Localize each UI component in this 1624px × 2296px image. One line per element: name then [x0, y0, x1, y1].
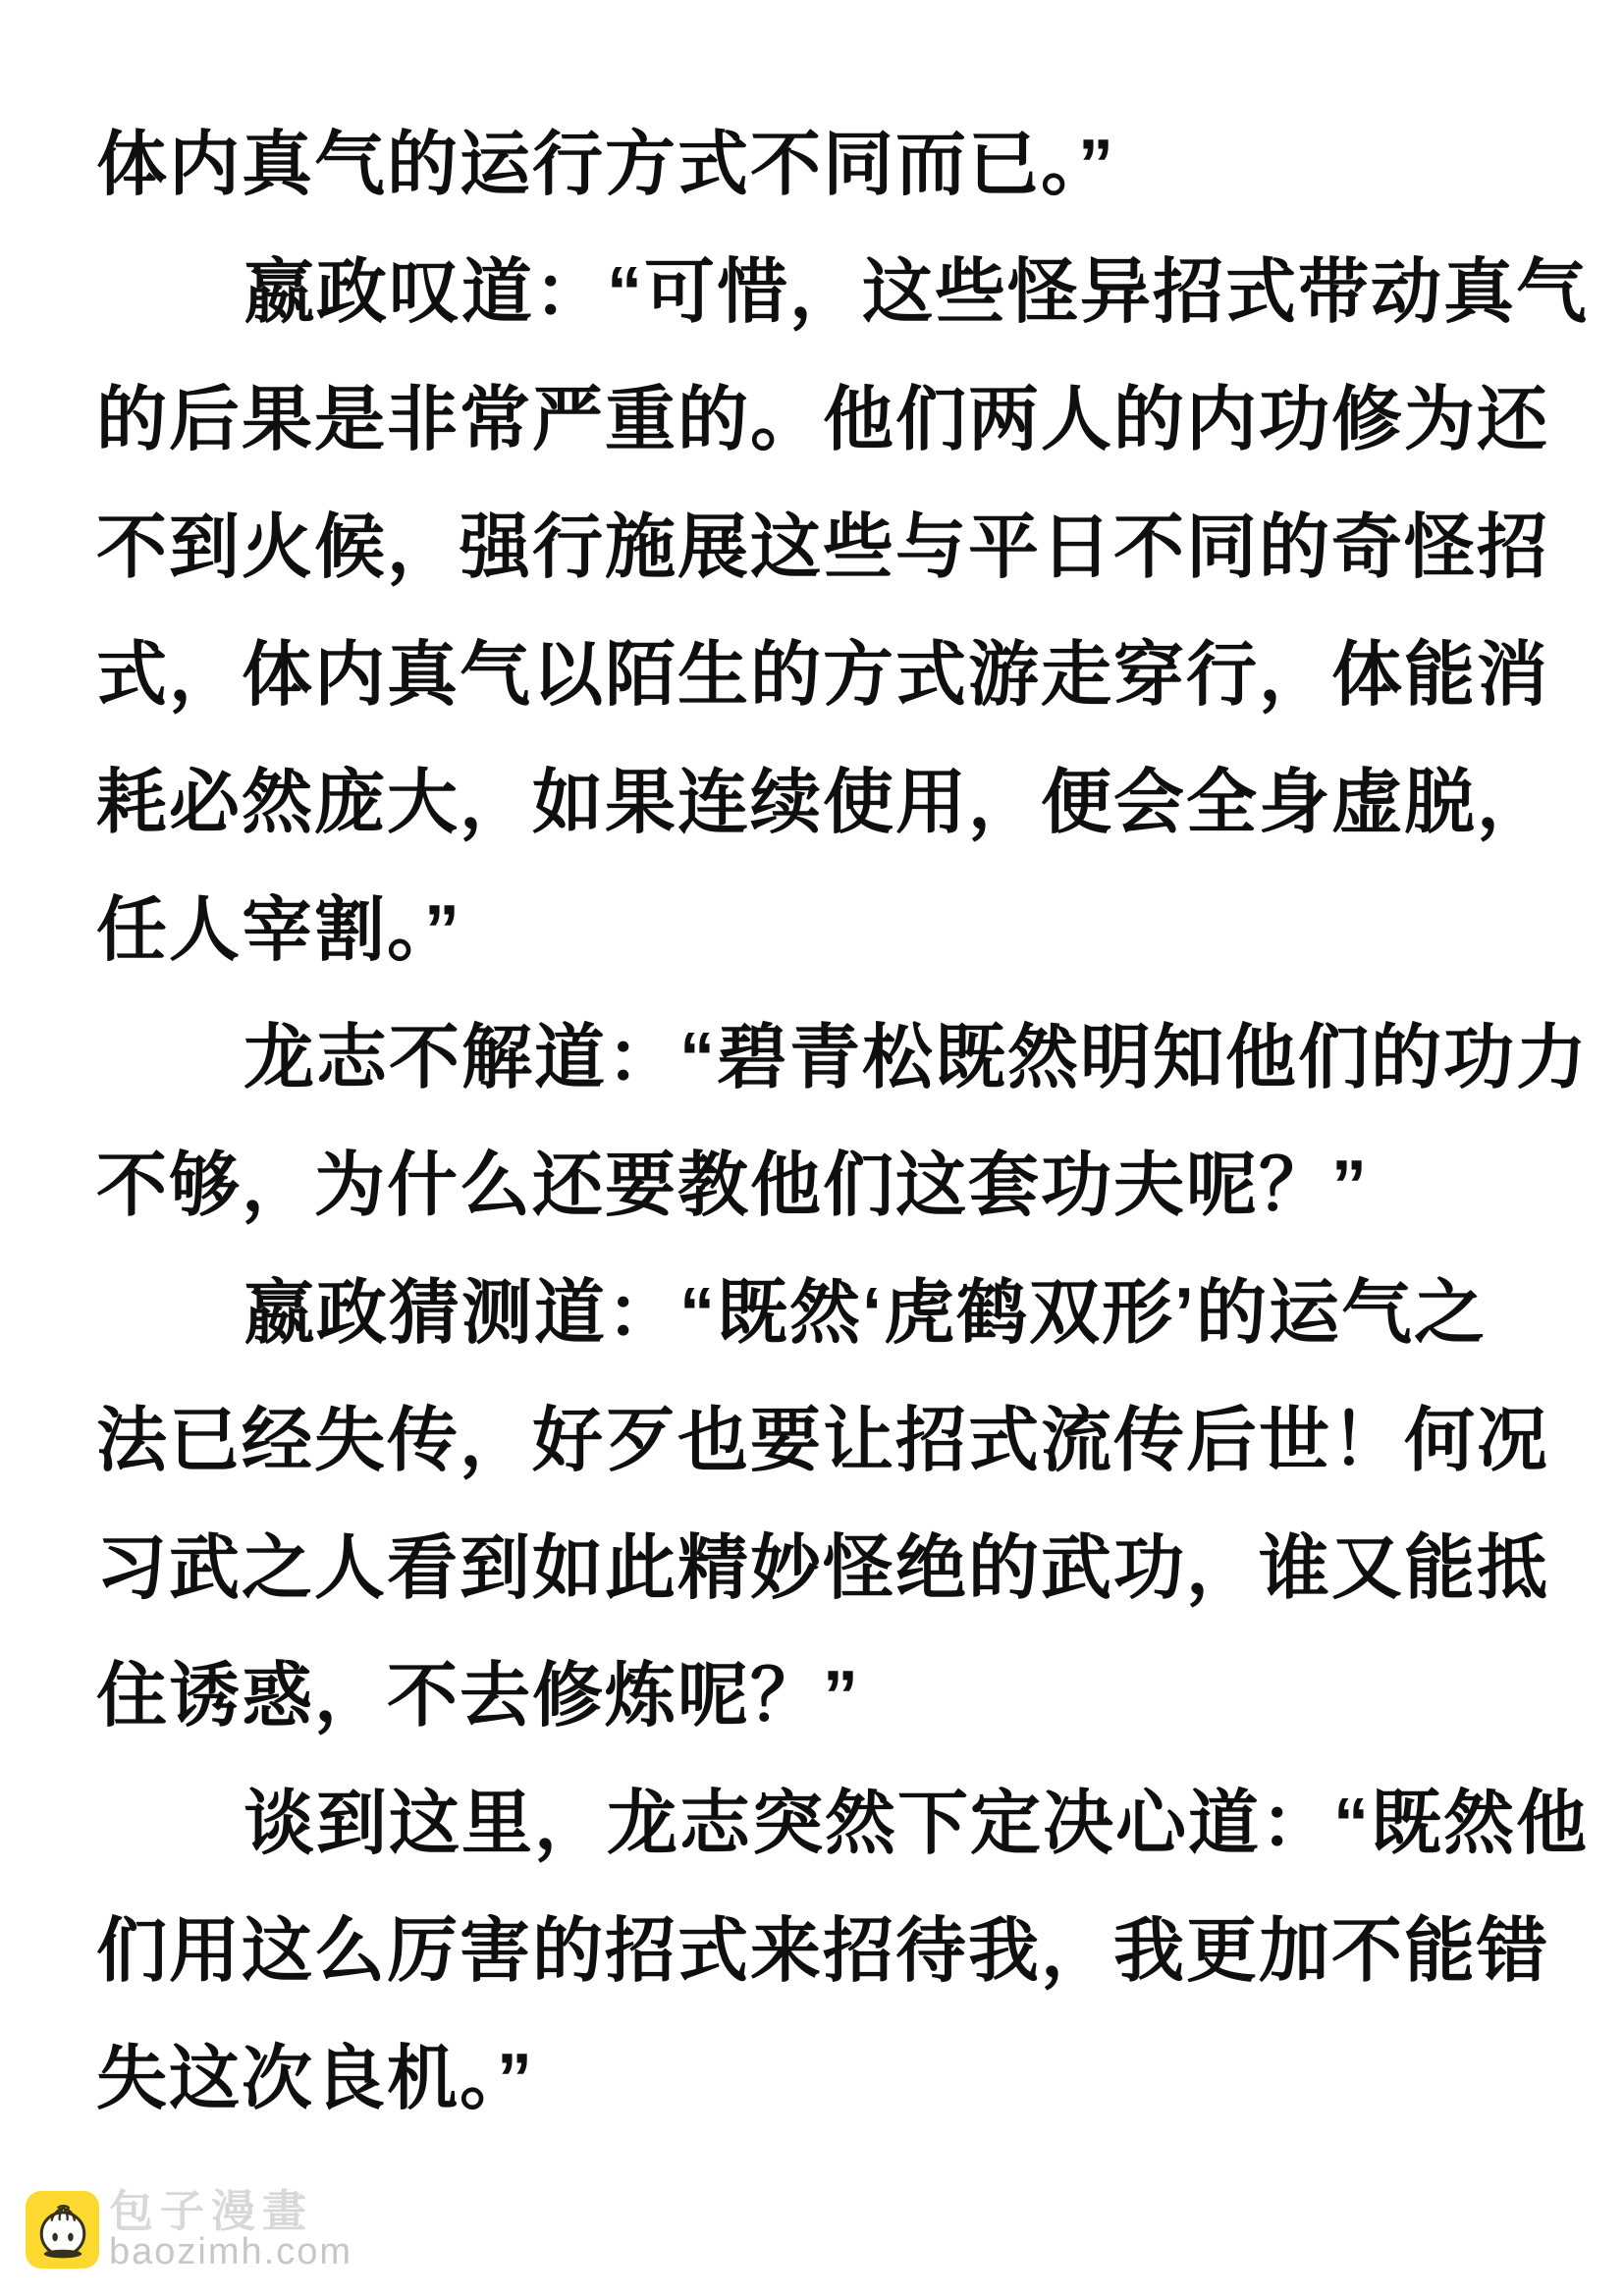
- baozi-bun-icon: [26, 2191, 99, 2269]
- text-line: 式，体内真气以陌生的方式游走穿行，体能消: [96, 636, 1550, 715]
- watermark-text: [109, 2186, 352, 2272]
- text-line: 任人宰割。”: [96, 891, 462, 970]
- text-line: 龙志不解道：“碧青松既然明知他们的功力: [244, 1019, 1590, 1097]
- text-line: 耗必然庞大，如果连续使用，便会全身虚脱，: [96, 764, 1550, 842]
- text-line: 谈到这里，龙志突然下定决心道：“既然他: [244, 1785, 1590, 1863]
- novel-text-block: [96, 101, 1590, 2143]
- text-line: 们用这么厉害的招式来招待我，我更加不能错: [96, 1912, 1550, 1991]
- text-line: 体内真气的运行方式不同而已。”: [96, 126, 1116, 204]
- watermark-site-url: baozimh.com: [109, 2231, 352, 2272]
- text-line: 法已经失传，好歹也要让招式流传后世！何况: [96, 1402, 1550, 1480]
- text-line: 住诱惑，不去修炼呢？”: [96, 1657, 861, 1735]
- text-line: 的后果是非常严重的。他们两人的内功修为还: [96, 381, 1550, 459]
- text-line: 失这次良机。”: [96, 2040, 535, 2118]
- watermark: [26, 2186, 352, 2272]
- text-line: 不到火候，强行施展这些与平日不同的奇怪招: [96, 508, 1550, 587]
- text-line: 不够，为什么还要教他们这套功夫呢？”: [96, 1147, 1370, 1225]
- text-line: 嬴政叹道：“可惜，这些怪异招式带动真气: [244, 253, 1590, 332]
- watermark-brand-name: 包子漫畫: [109, 2186, 314, 2236]
- text-line: 习武之人看到如此精妙怪绝的武功，谁又能抵: [96, 1529, 1550, 1608]
- text-line: 嬴政猜测道：“既然‘虎鹤双形’的运气之: [244, 1274, 1488, 1353]
